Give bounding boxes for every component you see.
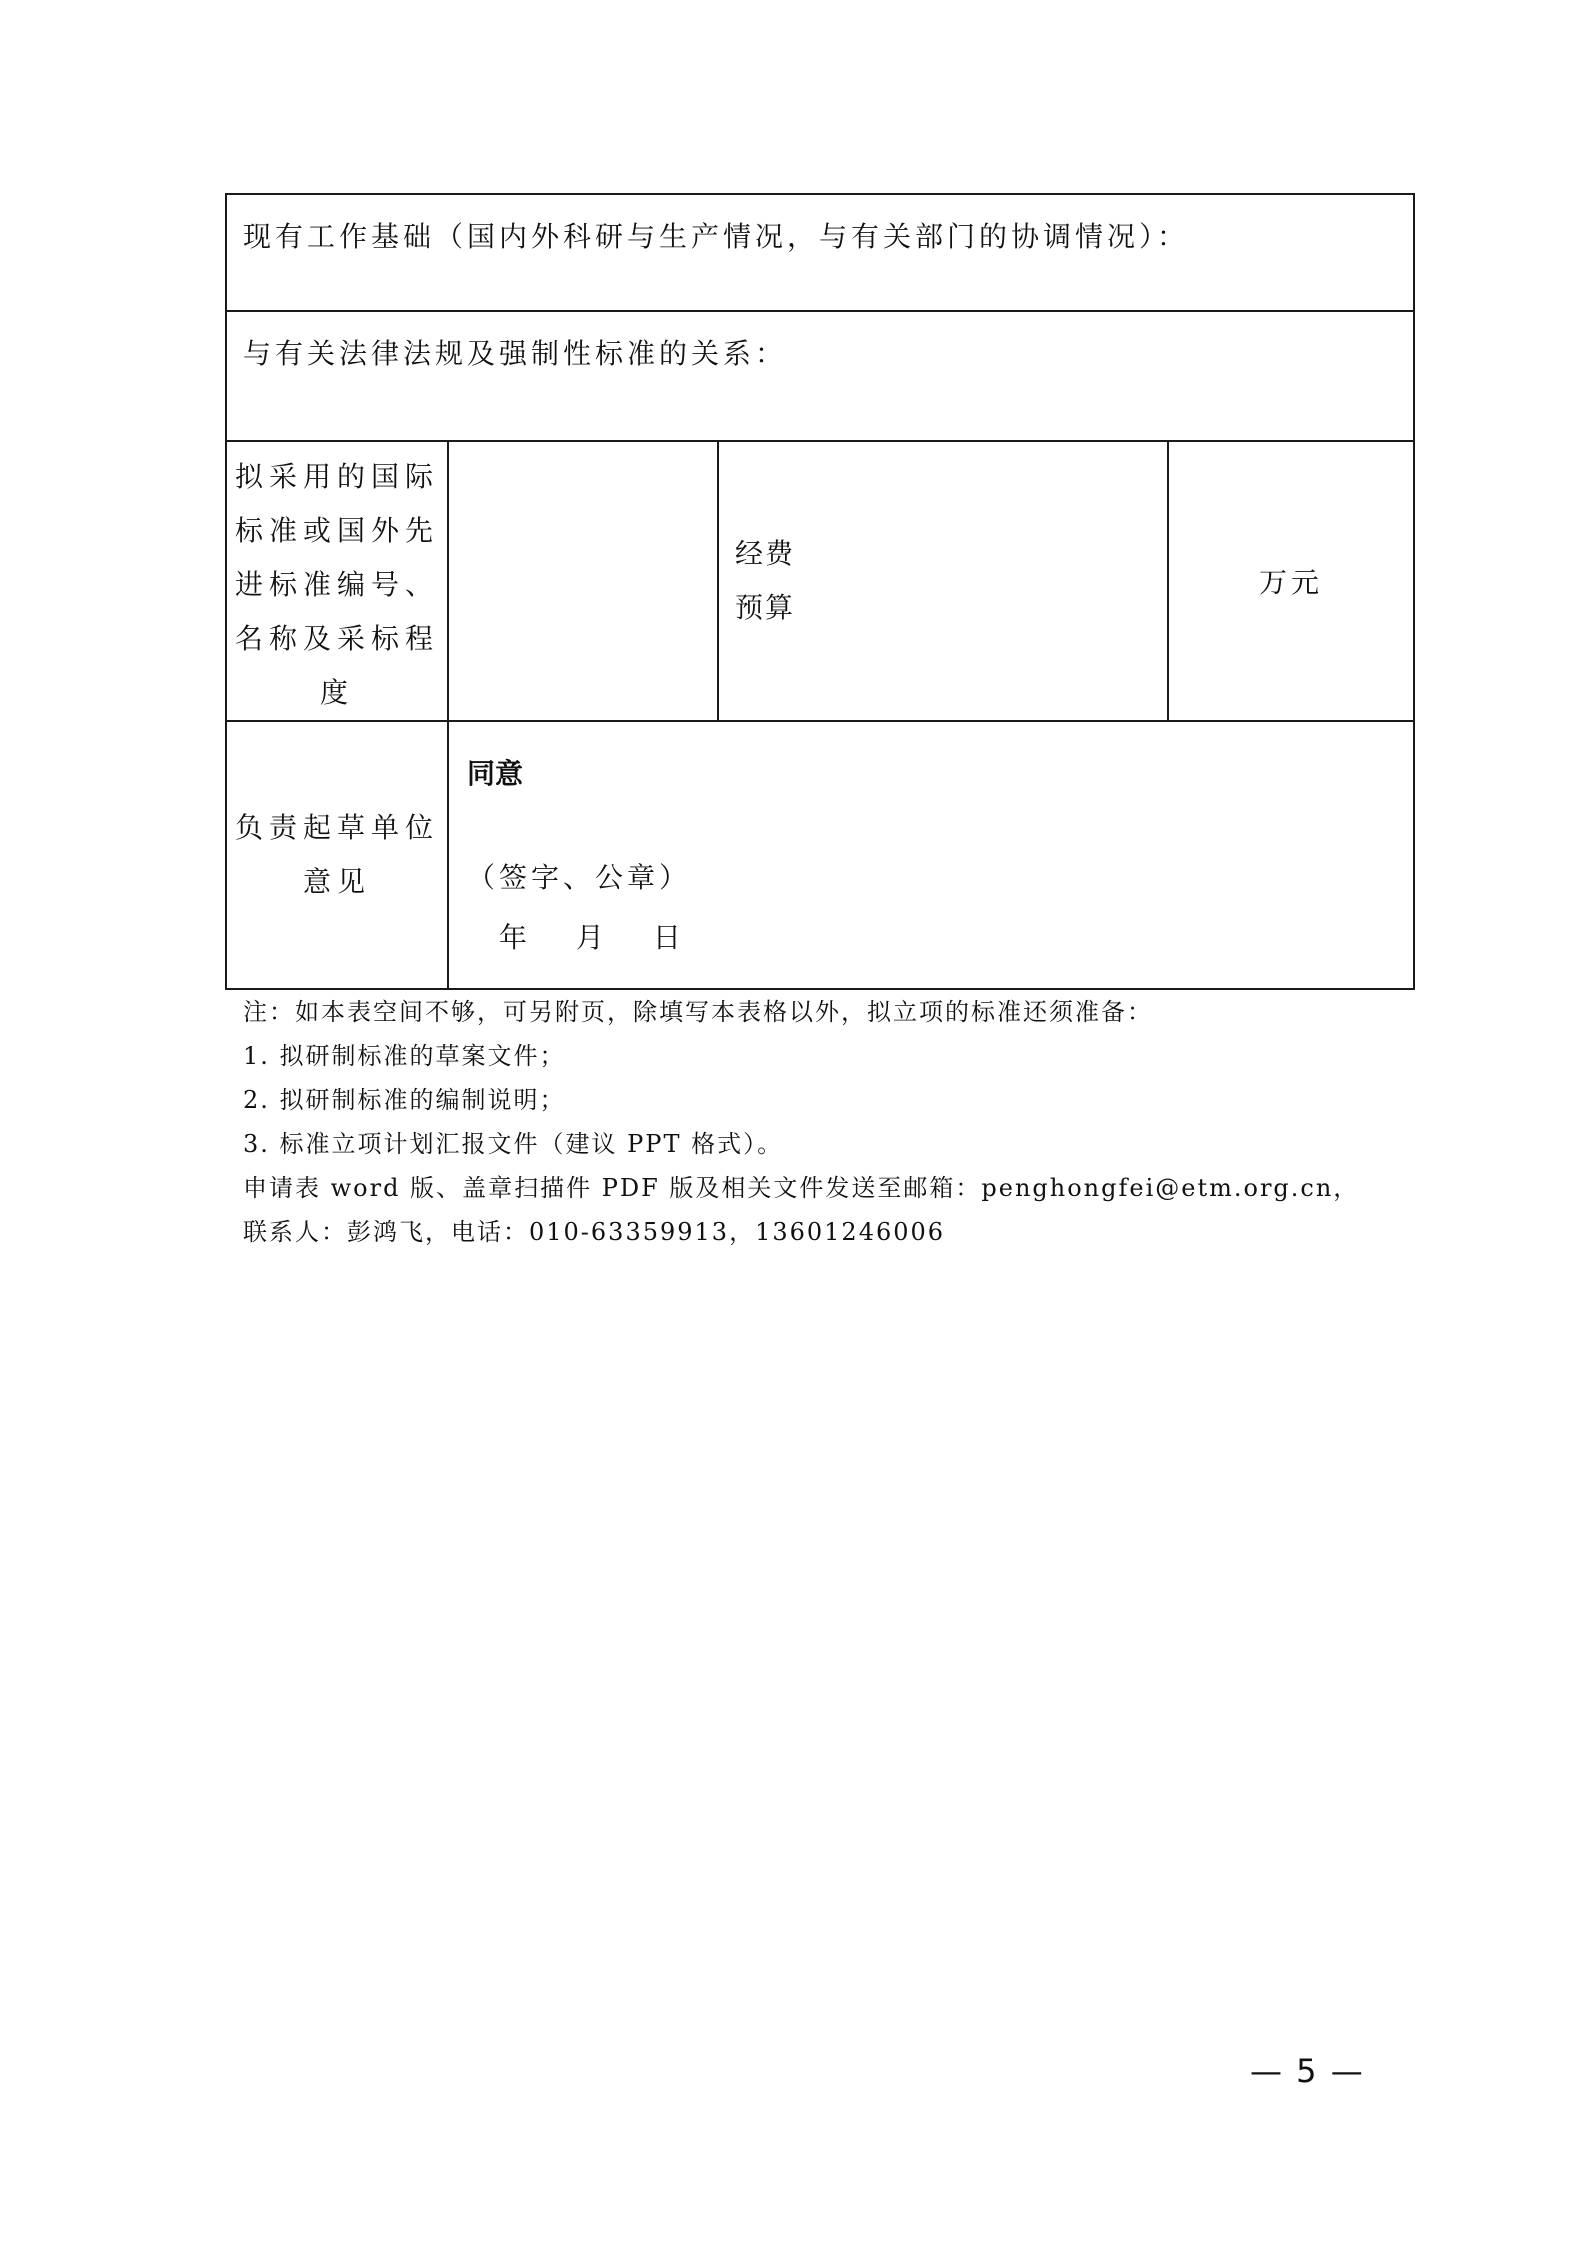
work-basis-cell[interactable] (226, 194, 1414, 311)
law-relation-cell[interactable] (226, 311, 1414, 441)
notes-item: 3. 标准立项计划汇报文件（建议 PPT 格式）。 (243, 1130, 784, 1158)
date-day: 日 (652, 921, 683, 954)
notes-item: 2. 拟研制标准的编制说明； (243, 1086, 566, 1114)
notes-submit: 申请表 word 版、盖章扫描件 PDF 版及相关文件发送至邮箱：penghongfei@etm.org.cn， (243, 1174, 1360, 1202)
intl-standard-value-cell[interactable] (448, 441, 718, 721)
intl-standard-label-cell (226, 441, 448, 721)
signature-seal-label: （签字、公章） (467, 861, 692, 894)
budget-label: 经费 预算 (735, 537, 796, 624)
notes-contact: 联系人：彭鸿飞，电话：010-63359913，13601246006 (243, 1218, 946, 1246)
budget-unit: 万元 (1259, 566, 1324, 599)
opinion-label: 负责起草单位 意见 (234, 811, 439, 898)
date-year: 年 (499, 921, 530, 954)
law-relation-label: 与有关法律法规及强制性标准的关系： (243, 337, 788, 370)
date-line (499, 916, 1413, 956)
application-form-table (225, 193, 1415, 990)
intl-standard-label: 拟采用的国际 标准或国外先 进标准编号、 名称及采标程 度 (234, 460, 439, 709)
budget-label-cell (718, 441, 1168, 721)
notes-section (243, 990, 1393, 1254)
page-number: — 5 — (1250, 2052, 1365, 2090)
opinion-cell[interactable] (448, 721, 1414, 989)
date-month: 月 (575, 921, 606, 954)
budget-value-cell[interactable] (1168, 441, 1414, 721)
work-basis-label: 现有工作基础（国内外科研与生产情况，与有关部门的协调情况）： (243, 220, 1190, 253)
notes-intro: 注：如本表空间不够，可另附页，除填写本表格以外，拟立项的标准还须准备： (243, 998, 1153, 1026)
opinion-agree: 同意 (467, 757, 524, 790)
opinion-content (449, 722, 1413, 956)
notes-item: 1. 拟研制标准的草案文件； (243, 1042, 566, 1070)
opinion-label-cell (226, 721, 448, 989)
